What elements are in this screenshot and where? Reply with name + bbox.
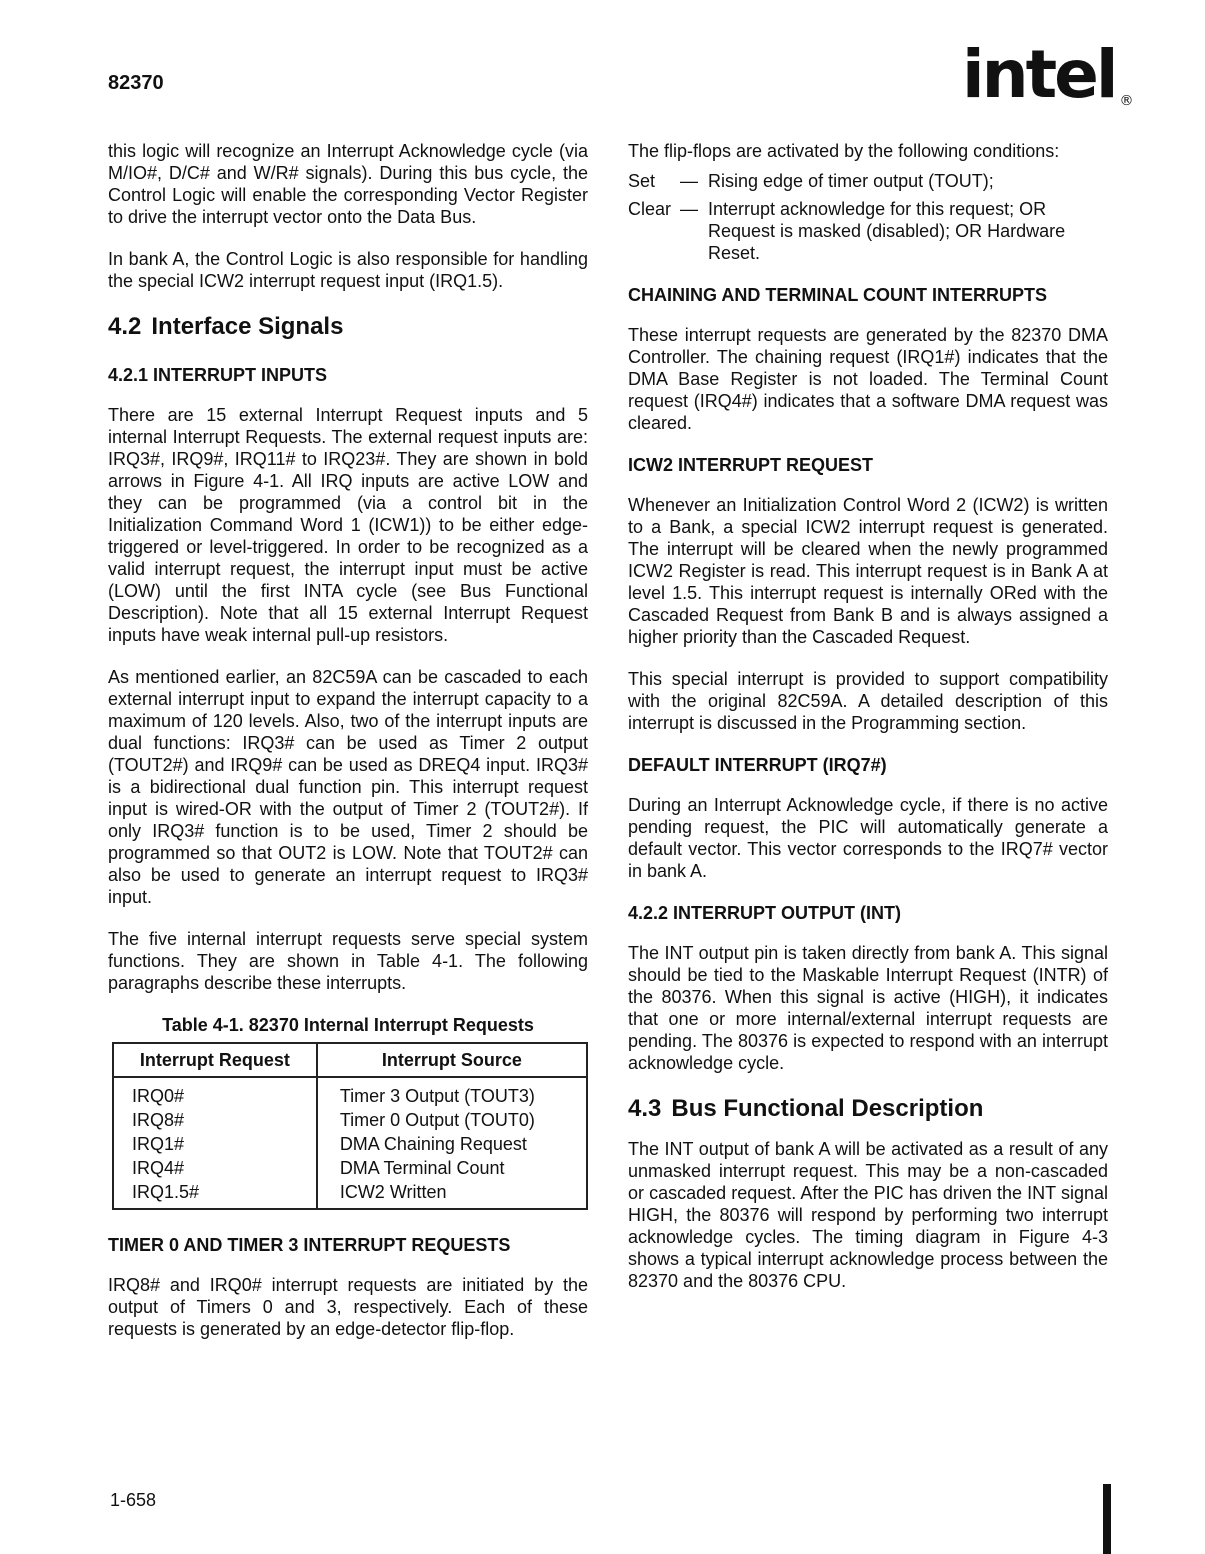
paragraph: The INT output of bank A will be activated as a result of any unmasked interrupt request. This may be a non-cascaded or cascaded request. After the PIC has driven the INT signal HIGH, the 80376 will respond by performing two interrupt acknowledge cycles. The timing diagram in Figure 4-3 shows a typical interrupt acknowledge process between the 82370 and the 80376 CPU. <box>628 1139 1108 1291</box>
internal-interrupt-table <box>112 1042 588 1210</box>
paragraph: This special interrupt is provided to support compatibility with the original 82C59A. A detailed description of this interrupt is discussed in the Programming section. <box>628 669 1108 733</box>
table-row: IRQ8# Timer 0 Output (TOUT0) <box>113 1108 587 1132</box>
table-header: Interrupt Source <box>317 1043 587 1077</box>
table-row: IRQ1# DMA Chaining Request <box>113 1132 587 1156</box>
default-interrupt-heading: DEFAULT INTERRUPT (IRQ7#) <box>628 755 887 775</box>
clear-condition: Clear — Interrupt acknowledge for this request; OR Request is masked (disabled); OR Hardware Reset. <box>628 199 1066 263</box>
paragraph: IRQ8# and IRQ0# interrupt requests are initiated by the output of Timers 0 and 3, respectively. Each of these requests is generated by an edge-detector flip-flop. <box>108 1275 588 1339</box>
paragraph: Whenever an Initialization Control Word 2 (ICW2) is written to a Bank, a special ICW2 interrupt request is generated. The interrupt will be cleared when the newly programmed ICW2 Register is read. This interrupt request is in Bank A at level 1.5. This interrupt request is internally ORed with the Cascaded Request from Bank B and is always assigned a higher priority than the Cascaded Request. <box>628 495 1108 647</box>
table-caption: Table 4-1. 82370 Internal Interrupt Requests <box>162 1015 534 1035</box>
paragraph: In bank A, the Control Logic is also responsible for handling the special ICW2 interrupt request input (IRQ1.5). <box>108 249 588 291</box>
table-row: IRQ0# Timer 3 Output (TOUT3) <box>113 1077 587 1108</box>
table-row: IRQ1.5# ICW2 Written <box>113 1180 587 1209</box>
paragraph: this logic will recognize an Interrupt Acknowledge cycle (via M/IO#, D/C# and W/R# signals). During this bus cycle, the Control Logic will enable the corresponding Vector Register to drive the interrupt vector onto the Data Bus. <box>108 141 588 227</box>
chaining-heading: CHAINING AND TERMINAL COUNT INTERRUPTS <box>628 285 1047 305</box>
table-header: Interrupt Request <box>113 1043 317 1077</box>
section-heading-4-2: 4.2 Interface Signals <box>108 313 344 340</box>
paragraph: During an Interrupt Acknowledge cycle, if there is no active pending request, the PIC will automatically generate a default vector. This vector corresponds to the IRQ7# vector in bank A. <box>628 795 1108 881</box>
section-heading-4-3: 4.3 Bus Functional Description <box>628 1095 984 1122</box>
paragraph: As mentioned earlier, an 82C59A can be cascaded to each external interrupt input to expand the interrupt capacity to a maximum of 120 levels. Also, two of the interrupt inputs are dual functions: IRQ3# can be used as Timer 2 output (TOUT2#) and IRQ9# can be used as DREQ4 input. IRQ3# is a bidirectional dual function pin. This interrupt request input is wired-OR with the output of Timer 2 (TOUT2#). If only IRQ3# function is to be used, Timer 2 should be programmed so that OUT2 is LOW. Note that TOUT2# can also be used to generate an interrupt request to IRQ3# input. <box>108 667 588 907</box>
subsection-heading: 4.2.1 INTERRUPT INPUTS <box>108 365 328 385</box>
change-bar <box>1103 1484 1111 1554</box>
paragraph: There are 15 external Interrupt Request inputs and 5 internal Interrupt Requests. The external request inputs are: IRQ3#, IRQ9#, IRQ11# to IRQ23#. They are shown in bold arrows in Figure 4-1. All IRQ inputs are active LOW and they can be programmed (via a control bit in the Initialization Command Word 1 (ICW1)) to be either edge-triggered or level-triggered. In order to be recognized as a valid interrupt request, the interrupt input must be active (LOW) until the first INTA cycle (see Bus Functional Description). Note that all 15 external Interrupt Request inputs have weak internal pull-up resistors. <box>108 405 588 645</box>
right-column <box>628 140 1108 1312</box>
set-condition: Set — Rising edge of timer output (TOUT); <box>628 171 994 191</box>
left-column <box>108 140 588 1360</box>
registered-mark: ® <box>1119 93 1131 109</box>
intel-logo: intel ® <box>962 36 1131 113</box>
paragraph: The flip-flops are activated by the following conditions: <box>628 141 1060 161</box>
timer-heading: TIMER 0 AND TIMER 3 INTERRUPT REQUESTS <box>108 1235 511 1255</box>
paragraph: These interrupt requests are generated by the 82370 DMA Controller. The chaining request (IRQ1#) indicates that the DMA Base Register is not loaded. The Terminal Count request (IRQ4#) indicates that a software DMA request was cleared. <box>628 325 1108 433</box>
paragraph: The INT output pin is taken directly from bank A. This signal should be tied to the Maskable Interrupt Request (INTR) of the 80376. When this signal is active (HIGH), it indicates that one or more internal/external interrupt requests are pending. The 80376 is expected to respond with an interrupt acknowledge cycle. <box>628 943 1108 1073</box>
table-row: IRQ4# DMA Terminal Count <box>113 1156 587 1180</box>
part-number: 82370 <box>108 72 164 94</box>
icw2-heading: ICW2 INTERRUPT REQUEST <box>628 455 874 475</box>
paragraph: The five internal interrupt requests serve special system functions. They are shown in Table 4-1. The following paragraphs describe these interrupts. <box>108 929 588 993</box>
interrupt-output-heading: 4.2.2 INTERRUPT OUTPUT (INT) <box>628 903 902 923</box>
page-number: 1-658 <box>110 1490 157 1510</box>
